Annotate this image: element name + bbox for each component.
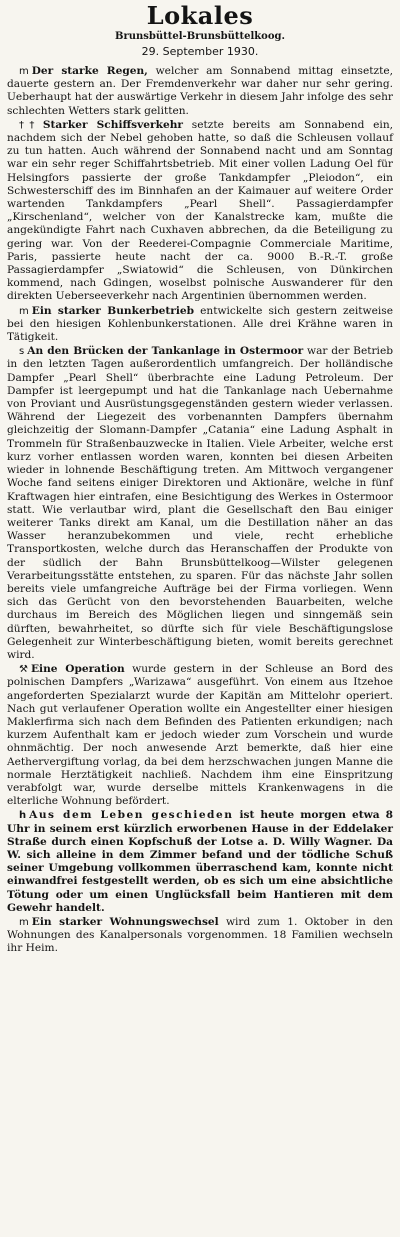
article-leben-geschieden — [7, 809, 393, 915]
article-headline: Starker Schiffsverkehr — [42, 118, 183, 131]
article-body: wurde gestern in der Schleuse an Bord des polnischen Dampfers „Warizawa“ ausgeführt. Von einem aus Itzehoe angeforderten Spezialarzt wurde der Kapitän am Mittelohr operiert. Nach gut verlaufener Operation wollte ein Angestellter einer hiesigen Maklerfirma sich nach dem Befinden des Patienten erkundigen; nach kurzem Aufenthalt kam er jedoch wieder zum Vorschein und wurde ohnmächtig. Der noch anwesende Arzt bemerkte, daß hier eine Aethervergiftung vorlag, da bei dem herzschwachen jungen Manne die normale Herztätigkeit nachließ. Nachdem ihm eine Einspritzung verabfolgt war, wurde derselbe mittels Krankenwagens in die elterliche Wohnung befördert. — [7, 663, 394, 808]
article-tankanlage — [7, 345, 393, 662]
article-regen — [7, 65, 393, 118]
article-mark: ⚒ — [19, 664, 28, 676]
article-mark: m — [19, 66, 29, 77]
article-headline: Der starke Regen, — [31, 65, 148, 77]
article-body: setzte bereits am Sonnabend ein, nachdem sich der Nebel gehoben hatte, so daß die Schleusen vollauf zu tun hatten. Auch während der Sonnabend nacht und am Sonntag war ein sehr reger Schiffahrtsbetrieb. Mit einer vollen Ladung Oel für Helsingfors passierte der große Tankdampfer „Pleiodon“, ein Schwesterschiff des im Binnhafen an der Kaimauer auf weitere Order wartenden Tankdampfers „Pearl Shell“. Passagierdampfer „Kirschenland“, welcher von der Kanalstrecke kam, mußte die angekündigte Fahrt nach Cuxhaven abbrechen, da die Beteiligung zu gering war. Von der Reederei-Compagnie Commerciale Maritime, Paris, passierte heute nacht der ca. 9000 B.-R.-T. große Passagierdampfer „Swiatowid“ die Schleusen, von Dünkirchen kommend, nach Gdingen, woselbst polnische Auswanderer für den direkten Ueberseeverkehr nach Argentinien übernommen werden. — [7, 118, 394, 303]
masthead — [7, 3, 393, 59]
article-wohnungswechsel — [7, 916, 393, 956]
article-body: war der Betrieb in den letzten Tagen außerordentlich umfangreich. Der holländische Dampfer „Pearl Shell“ überbrachte eine Ladung Petroleum. Der Dampfer ist leergepumpt und hat die Tankanlage nach Uebernahme von Proviant und Ausrüstungsgegenständen gestern wieder verlassen. Während der Liegezeit des vorbenannten Dampfers übernahm gleichzeitig der Slomann-Dampfer „Catania“ eine Ladung Asphalt in Trommeln für Straßenbauzwecke in Italien. Viele Arbeiter, welche erst kurz vorher entlassen worden waren, konnten bei diesen Arbeiten wieder in lohnende Beschäftigung treten. Am Mittwoch vergangener Woche fand seitens einiger Direktoren und Aktionäre, welche in fünf Kraftwagen hier eintrafen, eine Besichtigung des Werkes in Ostermoor statt. Wie verlautbar wird, plant die Gesellschaft den Bau einiger weiterer Tanks direkt am Kanal, um die Destillation näher an das Wasser heranzubekommen und viele, recht erhebliche Transportkosten, welche durch das Heranschaffen der Produkte von der südlich der Bahn Brunsbüttelkoog—Wilster gelegenen Verarbeitungsstätte entstehen, zu sparen. Für das nächste Jahr sollen bereits viele umfangreiche Aufträge bei der Firma vorliegen. Wenn sich das Gerücht von den bevorstehenden Bauarbeiten, welche durchaus im Bereich des Möglichen liegen und sinngemäß sein dürften, bewahrheitet, so dürfte sich für viele Beschäftigungslose Gelegenheit zur Winterbeschäftigung bieten, womit bereits gerechnet wird. — [7, 345, 393, 661]
article-mark: s — [19, 346, 25, 358]
article-body: ist heute morgen etwa 8 Uhr in seinem erst kürzlich erworbenen Hause in der Eddelaker Straße durch einen Kopfschuß der Lotse a. D. Willy Wagner. Da W. sich alleine in dem Zimmer befand und der tödliche Schuß seiner Umgebung vollkommen überraschend kam, konnte nicht einwandfrei festgestellt werden, ob es sich um eine absichtliche Tötung oder um einen Unglücksfall beim Hantieren mit dem Gewehr handelt. — [7, 809, 393, 914]
article-operation — [7, 663, 393, 808]
article-bunkerbetrieb — [7, 305, 393, 345]
article-body: welcher am Sonnabend mittag einsetzte, dauerte gestern an. Der Fremdenverkehr war daher nur sehr gering. Ueberhaupt hat der auswärtige Verkehr in diesem Jahr infolge des sehr schlechten Wetters stark gelitten. — [7, 65, 393, 117]
article-headline: Eine Operation — [30, 663, 125, 676]
article-body: entwickelte sich gestern zeitweise bei den hiesigen Kohlenbunkerstationen. Alle drei Krähne waren in Tätigkeit. — [7, 304, 393, 344]
article-mark: †† — [19, 119, 40, 131]
article-mark: m — [19, 917, 29, 928]
article-schiffsverkehr — [7, 119, 393, 304]
section-subtitle: Brunsbüttel-Brunsbüttelkoog. — [115, 31, 285, 42]
section-title: Lokales — [146, 1, 254, 30]
article-mark: m — [19, 305, 29, 317]
article-body: wird zum 1. Oktober in den Wohnungen des Kanalpersonals vorgenommen. 18 Familien wechseln ihr Heim. — [7, 916, 394, 955]
issue-date: 29. September 1930. — [141, 45, 259, 58]
article-headline: Aus dem Leben geschieden — [29, 809, 234, 822]
article-mark: h — [19, 810, 27, 822]
article-headline: Ein starker Bunkerbetrieb — [31, 304, 195, 317]
article-headline: An den Brücken der Tankanlage in Ostermoor — [27, 345, 304, 358]
article-headline: Ein starker Wohnungswechsel — [31, 916, 219, 928]
